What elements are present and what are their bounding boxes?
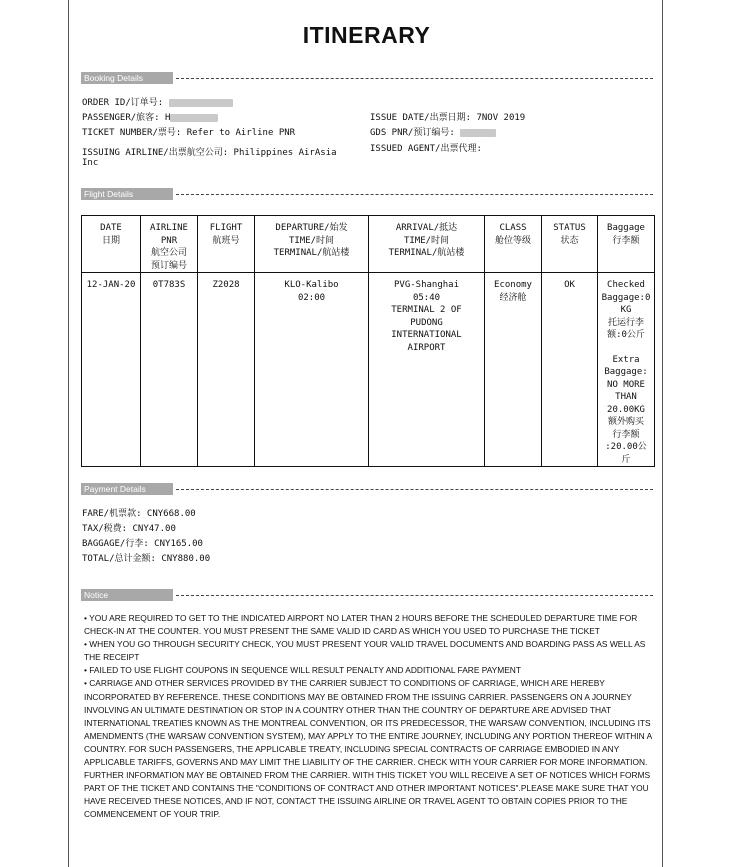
header-flight: FLIGHT 航班号 bbox=[198, 216, 255, 273]
header-class: CLASS 舱位等级 bbox=[485, 216, 542, 273]
cell-flight: Z2028 bbox=[198, 273, 255, 467]
gds-pnr-field bbox=[370, 127, 496, 139]
section-label: Payment Details bbox=[81, 483, 173, 495]
passenger-initial: H bbox=[165, 113, 171, 123]
order-id-field bbox=[82, 97, 233, 109]
section-divider bbox=[176, 489, 653, 490]
header-date: DATE 日期 bbox=[82, 216, 141, 273]
booking-details-header bbox=[81, 72, 653, 84]
header-status: STATUS 状态 bbox=[542, 216, 598, 273]
notice-paragraph: • CARRIAGE AND OTHER SERVICES PROVIDED BY THE CARRIER SUBJECT TO CONDITIONS OF CARRIAGE, WHICH ARE HEREBY INCORPORATED BY REFERENCE. THESE CONDITIONS MAY BE OBTAINED FROM THE ISSUING CARRIER. PASSENGERS ON A JOURNEY INVOLVING AN ULTIMATE DESTINATION OR STOP IN A COUNTRY OTHER THAN THE COUNTRY OF DEPARTURE ARE ADVISED THAT INTERNATIONAL TREATIES KNOWN AS THE MONTREAL CONVENTION, OR ITS PREDECESSOR, THE WARSAW CONVENTION, INCLUDING ITS AMENDMENTS (THE WARSAW CONVENTION SYSTEM), MAY APPLY TO THE ENTIRE JOURNEY, INCLUDING ANY PORTION THEREOF WITHIN A COUNTRY. FOR SUCH PASSENGERS, THE APPLICABLE TREATY, INCLUDING SPECIAL CONTRACTS OF CARRIAGE EMBODIED IN ANY APPLICABLE TARIFFS, GOVERNS AND MAY LIMIT THE LIABILITY OF THE CARRIER. CHECK WITH YOUR CARRIER FOR MORE INFORMATION. FURTHER INFORMATION MAY BE OBTAINED FROM THE CARRIER. WITH THIS TICKET YOU WILL RECEIVE A SET OF NOTICES WHICH FORMS PART OF THE TICKET AND CONTAINS THE "CONDITIONS OF CONTRACT AND OTHER IMPORTANT NOTICES".PLEASE MAKE SURE THAT YOU HAVE RECEIVED THESE NOTICES, AND IF NOT, CONTACT THE ISSUING AIRLINE OR TRAVEL AGENT TO OBTAIN COPIES PRIOR TO THE COMMENCEMENT OF YOUR TRIP. bbox=[84, 678, 652, 820]
flight-details-header bbox=[81, 188, 653, 200]
cell-status: OK bbox=[542, 273, 598, 467]
header-baggage: Baggage 行李额 bbox=[598, 216, 655, 273]
issuing-airline-field bbox=[82, 147, 337, 159]
payment-details-header bbox=[81, 483, 653, 495]
issued-agent-field bbox=[370, 143, 482, 155]
section-label: Booking Details bbox=[81, 72, 173, 84]
flight-table bbox=[81, 215, 655, 467]
issue-date-field bbox=[370, 112, 525, 124]
issue-date-value: 7NOV 2019 bbox=[476, 113, 526, 123]
cell-arrival: PVG-Shanghai 05:40 TERMINAL 2 OF PUDONG INTERNATIONAL AIRPORT bbox=[369, 273, 485, 467]
notice-paragraph: • FAILED TO USE FLIGHT COUPONS IN SEQUENCE WILL RESULT PENALTY AND ADDITIONAL FARE PAYMENT bbox=[84, 665, 521, 676]
ticket-number-label: TICKET NUMBER/票号: bbox=[82, 128, 182, 138]
issuing-airline-value-cont: Inc bbox=[82, 158, 99, 168]
ticket-number-field bbox=[82, 127, 295, 139]
section-label: Flight Details bbox=[81, 188, 173, 200]
cell-date: 12-JAN-20 bbox=[82, 273, 141, 467]
section-divider bbox=[176, 595, 653, 596]
issue-date-label: ISSUE DATE/出票日期: bbox=[370, 113, 472, 123]
tax-line: TAX/税费: CNY47.00 bbox=[82, 524, 176, 534]
table-row bbox=[82, 273, 655, 467]
header-departure: DEPARTURE/始发 TIME/时间 TERMINAL/航站楼 bbox=[255, 216, 369, 273]
ticket-number-value: Refer to Airline PNR bbox=[186, 128, 296, 138]
fare-line: FARE/机票款: CNY668.00 bbox=[82, 509, 196, 519]
issuing-airline-label: ISSUING AIRLINE/出票航空公司: bbox=[82, 148, 229, 158]
notice-text bbox=[84, 612, 654, 822]
redacted-order-id bbox=[169, 99, 233, 107]
cell-pnr: 0T783S bbox=[141, 273, 198, 467]
section-label: Notice bbox=[81, 589, 173, 601]
table-header-row bbox=[82, 216, 655, 273]
section-divider bbox=[176, 194, 653, 195]
redacted-passenger-name bbox=[170, 114, 218, 122]
total-line: TOTAL/总计金额: CNY880.00 bbox=[82, 554, 211, 564]
page-title: ITINERARY bbox=[302, 22, 431, 48]
cell-baggage: Checked Baggage:0 KG 托运行李 额:0公斤 Extra Baggage: NO MORE THAN 20.00KG 额外购买 行李额 :20.00公 斤 bbox=[598, 273, 655, 467]
notice-paragraph: • WHEN YOU GO THROUGH SECURITY CHECK, YOU MUST PRESENT YOUR VALID TRAVEL DOCUMENTS AND BOARDING PASS AS WELL AS THE RECEIPT bbox=[84, 639, 646, 663]
header-airline-pnr: AIRLINE PNR 航空公司 预订编号 bbox=[141, 216, 198, 273]
baggage-fee-line: BAGGAGE/行李: CNY165.00 bbox=[82, 539, 203, 549]
order-id-label: ORDER ID/订单号: bbox=[82, 98, 164, 108]
redacted-gds-pnr bbox=[460, 129, 496, 137]
passenger-field bbox=[82, 112, 218, 124]
notice-paragraph: • YOU ARE REQUIRED TO GET TO THE INDICATED AIRPORT NO LATER THAN 2 HOURS BEFORE THE SCHEDULED DEPARTURE TIME FOR CHECK-IN AT THE COUNTER. YOU MUST PRESENT THE SAME VALID ID CARD AS WHICH YOU USED TO PURCHASE THE TICKET bbox=[84, 613, 638, 637]
section-divider bbox=[176, 78, 653, 79]
notice-header bbox=[81, 589, 653, 601]
issued-agent-label: ISSUED AGENT/出票代理: bbox=[370, 144, 482, 154]
header-arrival: ARRIVAL/抵达 TIME/时间 TERMINAL/航站楼 bbox=[369, 216, 485, 273]
cell-class: Economy 经济舱 bbox=[485, 273, 542, 467]
gds-pnr-label: GDS PNR/预订编号: bbox=[370, 128, 455, 138]
passenger-label: PASSENGER/旅客: bbox=[82, 113, 160, 123]
itinerary-page bbox=[68, 0, 663, 867]
issuing-airline-value: Philippines AirAsia bbox=[233, 148, 337, 158]
cell-departure: KLO-Kalibo 02:00 bbox=[255, 273, 369, 467]
